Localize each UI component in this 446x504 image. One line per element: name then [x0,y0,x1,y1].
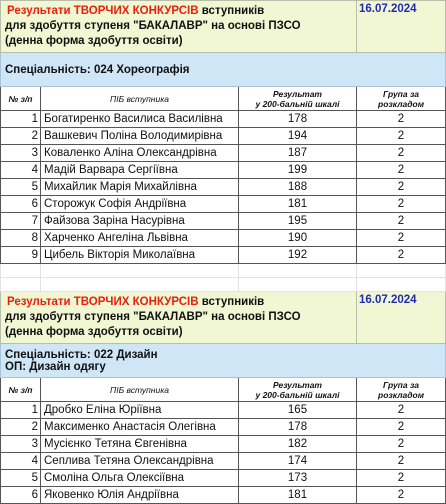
row-group: 2 [357,162,446,179]
row-num: 7 [1,213,41,230]
row-name: Богатиренко Василиса Василівна [41,111,239,128]
row-score: 190 [239,230,357,247]
row-group: 2 [357,470,446,487]
row-group: 2 [357,230,446,247]
row-num: 5 [1,470,41,487]
table-row [1,402,446,419]
header-date: 16.07.2024 [357,292,446,344]
row-name: Сторожук Софія Андріївна [41,196,239,213]
title-prefix: Результати [7,5,71,17]
row-group: 2 [357,111,446,128]
col-score-header: Результат у 200-бальній шкалі [239,378,357,402]
row-num: 8 [1,230,41,247]
empty-row [1,264,446,278]
row-score: 182 [239,436,357,453]
col-num-header: № з/п [1,87,41,111]
row-group: 2 [357,436,446,453]
section-header [1,292,446,344]
empty-row [1,278,446,292]
row-num: 3 [1,145,41,162]
section-title [1,292,357,344]
row-score: 178 [239,111,357,128]
row-name: Цибель Вікторія Миколаївна [41,247,239,264]
row-num: 2 [1,419,41,436]
row-num: 2 [1,128,41,145]
row-group: 2 [357,402,446,419]
title-suffix: вступників [201,296,265,308]
row-name: Сеплива Тетяна Олександрівна [41,453,239,470]
title-line-2: для здобуття ступеня "БАКАЛАВР" на основі ПЗСО [5,311,301,323]
title-line-3: (денна форма здобуття освіти) [5,35,183,47]
specialty-text: Спеціальність: 024 Хореографія [5,63,190,76]
table-row [1,196,446,213]
row-name: Харченко Ангеліна Львівна [41,230,239,247]
col-name-header: ПІБ вступника [41,378,239,402]
row-num: 6 [1,487,41,504]
table-row [1,128,446,145]
row-name: Мусієнко Тетяна Євгенівна [41,436,239,453]
row-score: 187 [239,145,357,162]
row-name: Файзова Заріна Насурівна [41,213,239,230]
row-score: 199 [239,162,357,179]
table-row [1,111,446,128]
row-group: 2 [357,179,446,196]
table-row [1,487,446,504]
title-emphasis: ТВОРЧИХ КОНКУРСІВ [73,5,199,17]
row-score: 178 [239,419,357,436]
row-name: Смоліна Ольга Олексіївна [41,470,239,487]
row-group: 2 [357,247,446,264]
table-row [1,230,446,247]
title-line-3: (денна форма здобуття освіти) [5,326,183,338]
title-suffix: вступників [201,5,265,17]
row-num: 4 [1,162,41,179]
table-row [1,179,446,196]
table-row [1,247,446,264]
row-group: 2 [357,145,446,162]
table-row [1,145,446,162]
row-name: Дробко Еліна Юріївна [41,402,239,419]
column-header-row [1,87,446,111]
title-prefix: Результати [7,296,71,308]
row-group: 2 [357,213,446,230]
column-header-row [1,378,446,402]
row-score: 181 [239,487,357,504]
table-row [1,436,446,453]
table-row [1,419,446,436]
row-group: 2 [357,487,446,504]
row-group: 2 [357,453,446,470]
row-name: Мадій Варвара Сергіївна [41,162,239,179]
row-num: 5 [1,179,41,196]
row-num: 1 [1,402,41,419]
table-row [1,162,446,179]
row-score: 195 [239,213,357,230]
row-score: 173 [239,470,357,487]
specialty-label [1,344,446,378]
specialty-row [1,344,446,378]
row-score: 174 [239,453,357,470]
row-num: 1 [1,111,41,128]
row-group: 2 [357,419,446,436]
section-header [1,1,446,53]
row-name: Яковенко Юлія Андріївна [41,487,239,504]
title-emphasis: ТВОРЧИХ КОНКУРСІВ [73,296,199,308]
col-group-header: Група за розкладом [357,87,446,111]
row-name: Михайлик Марія Михайлівна [41,179,239,196]
specialty-text: Спеціальність: 022 Дизайн [5,348,158,361]
table-row [1,470,446,487]
specialty-row [1,53,446,87]
col-group-header: Група за розкладом [357,378,446,402]
row-name: Вашкевич Поліна Володимирівна [41,128,239,145]
program-text: ОП: Дизайн одягу [5,360,106,373]
row-num: 3 [1,436,41,453]
row-name: Коваленко Аліна Олександрівна [41,145,239,162]
header-date: 16.07.2024 [357,1,446,53]
col-num-header: № з/п [1,378,41,402]
row-group: 2 [357,196,446,213]
row-num: 9 [1,247,41,264]
title-line-2: для здобуття ступеня "БАКАЛАВР" на основі ПЗСО [5,20,301,32]
col-score-header: Результат у 200-бальній шкалі [239,87,357,111]
row-score: 165 [239,402,357,419]
row-score: 181 [239,196,357,213]
table-row [1,453,446,470]
row-num: 4 [1,453,41,470]
table-row [1,213,446,230]
section-title [1,1,357,53]
row-score: 194 [239,128,357,145]
row-name: Максименко Анастасія Олегівна [41,419,239,436]
row-score: 192 [239,247,357,264]
row-score: 188 [239,179,357,196]
specialty-label [1,53,446,87]
row-num: 6 [1,196,41,213]
col-name-header: ПІБ вступника [41,87,239,111]
row-group: 2 [357,128,446,145]
